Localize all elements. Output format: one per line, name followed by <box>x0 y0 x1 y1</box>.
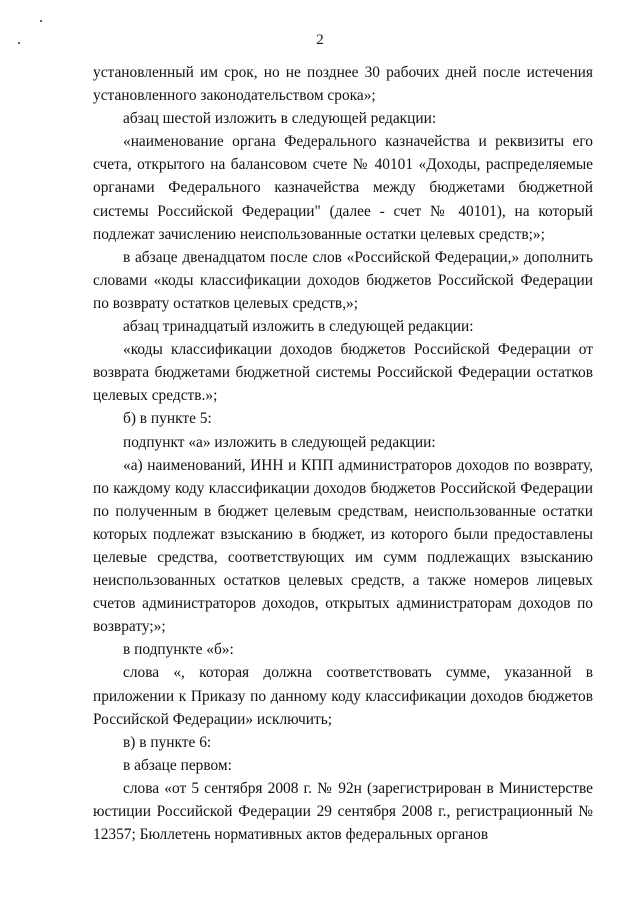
paragraph: установленный им срок, но не позднее 30 рабочих дней после истечения установленного законодательством срока»; <box>93 64 593 105</box>
paragraph: «наименование органа Федерального казначейства и реквизиты его счета, открытого на балансовом счете № 40101 «Доходы, распределяемые органами Федерального казначейства между бюджетами бюджетной системы Российской Федерации" (далее - счет № 40101), на который подлежат зачислению неиспользованные остатки целевых средств;»; <box>93 133 593 243</box>
paragraph: в подпункте «б»: <box>123 641 234 659</box>
paragraph: в абзаце первом: <box>123 756 232 774</box>
document-body <box>93 61 593 846</box>
paragraph: «а) наименований, ИНН и КПП администраторов доходов по возврату, по каждому коду классификации доходов бюджетов Российской Федерации по полученным в бюджет целевым средствам, неиспользованные остатки которых подлежат взысканию в бюджет, из которого были предоставлены целевые средства, соответствующих им сумм подлежащих взысканию неиспользованных остатков целевых средств, а также номеров лицевых счетов администраторов доходов, открытых администраторам доходов по возврату;»; <box>93 456 593 636</box>
paragraph: подпункт «а» изложить в следующей редакции: <box>123 433 436 451</box>
page-number: 2 <box>316 32 324 48</box>
paragraph: б) в пункте 5: <box>123 410 212 428</box>
paragraph: в) в пункте 6: <box>123 733 212 751</box>
paragraph: «коды классификации доходов бюджетов Российской Федерации от возврата бюджетами бюджетной системы Российской Федерации остатков целевых средств.»; <box>93 341 593 405</box>
paragraph: слова «от 5 сентября 2008 г. № 92н (зарегистрирован в Министерстве юстиции Российской Федерации 29 сентября 2008 г., регистрационный № 12357; Бюллетень нормативных актов федеральных органов <box>93 779 593 844</box>
scan-speck <box>40 20 42 22</box>
paragraph: в абзаце двенадцатом после слов «Российской Федерации,» дополнить словами «коды классификации доходов бюджетов Российской Федерации по возврату остатков целевых средств,»; <box>93 248 593 312</box>
paragraph: слова «, которая должна соответствовать сумме, указанной в приложении к Приказу по данному коду классификации доходов бюджетов Российской Федерации» исключить; <box>93 664 593 728</box>
paragraph: абзац шестой изложить в следующей редакции: <box>123 110 437 128</box>
paragraph: абзац тринадцатый изложить в следующей редакции: <box>123 318 474 336</box>
